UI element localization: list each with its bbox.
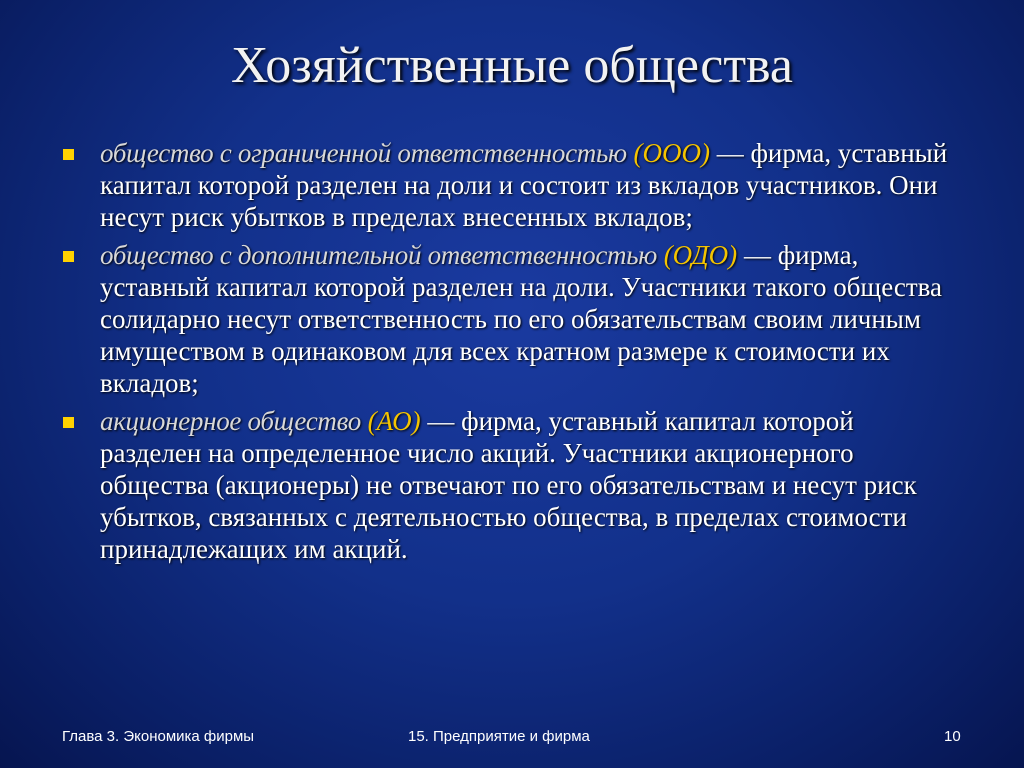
page-number: 10	[944, 728, 961, 745]
bullet-item-odo	[60, 239, 960, 399]
bullet-item-ao	[60, 405, 960, 565]
bullet-list	[60, 137, 960, 571]
square-bullet-icon	[63, 417, 74, 428]
bullet-term: общество с дополнительной ответственностью	[100, 240, 657, 270]
bullet-term: акционерное общество	[100, 406, 361, 436]
square-bullet-icon	[63, 149, 74, 160]
footer-chapter: Глава 3. Экономика фирмы	[62, 728, 255, 745]
bullet-abbreviation: (ООО)	[633, 138, 710, 168]
bullet-abbreviation: (АО)	[367, 406, 421, 436]
bullet-abbreviation: (ОДО)	[663, 240, 738, 270]
bullet-item-ooo	[60, 137, 960, 233]
bullet-term: общество с ограниченной ответственностью	[100, 138, 627, 168]
bullet-text: — фирма, уставный капитал которой разделен на определенное число акций. Участники акционерного общества (акционеры) не отвечают по его обязательствам и несут риск убытков, связанных с деятельностью общества, в пределах стоимости принадлежащих им акций.	[100, 406, 917, 564]
square-bullet-icon	[63, 251, 74, 262]
footer-section: 15. Предприятие и фирма	[408, 728, 590, 745]
bullet-text: — фирма, уставный капитал которой разделен на доли и состоит из вкладов участников. Они несут риск убытков в пределах внесенных вкладов;	[100, 138, 948, 232]
slide-title: Хозяйственные общества	[231, 37, 793, 94]
bullet-text: — фирма, уставный капитал которой разделен на доли. Участники такого общества солидарно несут ответственность по его обязательствам своим личным имуществом в одинаковом для всех кратном размере к стоимости их вкладов;	[100, 240, 943, 398]
